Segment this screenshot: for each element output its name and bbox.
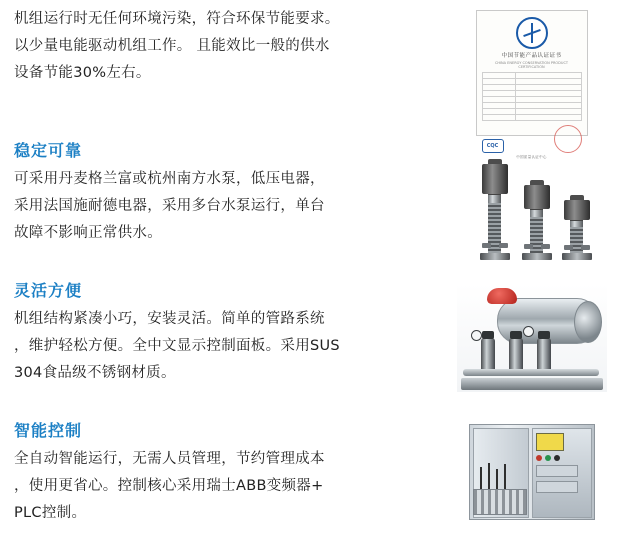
feature-heading-flexible: 灵活方便 xyxy=(14,281,83,300)
certificate-issuer: 中国质量认证中心 xyxy=(516,155,547,159)
pump-base xyxy=(562,253,592,260)
feature-line: 机组运行时无任何环境污染，符合环保节能要求。 xyxy=(14,11,340,27)
pressure-gauge-icon xyxy=(471,330,482,341)
control-cabinet-image xyxy=(469,424,595,520)
certificate-image-column xyxy=(454,6,609,159)
wire xyxy=(496,469,498,489)
cqc-badge: CQC xyxy=(482,139,504,153)
certificate-detail-table xyxy=(482,72,582,121)
feature-paragraph-group xyxy=(14,6,454,87)
pump-image-column xyxy=(454,140,609,266)
pump-base xyxy=(480,253,510,260)
unit-pump-2 xyxy=(509,338,523,372)
pump-motor xyxy=(524,185,550,209)
pump-inlet-port xyxy=(564,245,573,250)
feature-line: 设备节能30%左右。 xyxy=(14,65,151,81)
feature-paragraph-group xyxy=(14,166,454,247)
certificate-subtitle: CHINA ENERGY CONSERVATION PRODUCT CERTIFICATION xyxy=(494,61,569,69)
pump-inlet-port xyxy=(482,243,491,248)
tank-end-cap xyxy=(574,301,602,343)
terminal-block xyxy=(473,489,527,515)
vertical-pump-large xyxy=(480,159,510,260)
hmi-screen-icon xyxy=(536,433,564,451)
cabinet-image-column xyxy=(454,420,609,520)
pump-coupling xyxy=(570,220,583,227)
unit-frame-base xyxy=(461,378,603,390)
feature-line: 304食品级不锈钢材质。 xyxy=(14,365,176,381)
pump-coupling xyxy=(488,194,501,203)
feature-heading-reliable: 稳定可靠 xyxy=(14,141,83,160)
vfd-module-icon xyxy=(536,465,578,477)
unit-pump-1 xyxy=(481,338,495,372)
feature-section-flexible xyxy=(0,280,617,420)
stop-button-icon xyxy=(536,455,542,461)
feature-line: 采用法国施耐德电器，采用多台水泵运行，单台 xyxy=(14,198,325,214)
pressure-gauge-icon xyxy=(523,326,534,337)
feature-line: ，维护轻松方便。全中文显示控制面板。采用SUS xyxy=(14,338,340,354)
energy-saving-certificate-image xyxy=(476,10,588,159)
pump-outlet-port xyxy=(541,244,550,249)
vertical-pump-small xyxy=(562,195,592,260)
wire xyxy=(504,464,506,489)
pump-motor xyxy=(564,200,590,220)
feature-text-intelligent xyxy=(14,420,454,527)
wire xyxy=(480,467,482,489)
unit-image-column xyxy=(454,280,609,392)
feature-line: 以少量电能驱动机组工作。 且能效比一般的供水 xyxy=(14,38,330,54)
feature-line: 可采用丹麦格兰富或杭州南方水泵，低压电器， xyxy=(14,171,325,187)
red-valve-cap-icon xyxy=(487,288,517,304)
pump-coupling xyxy=(530,209,543,217)
pump-outlet-port xyxy=(499,243,508,248)
feature-heading-intelligent: 智能控制 xyxy=(14,421,83,440)
certificate-title: 中国节能产品认证证书 xyxy=(501,53,562,59)
feature-line: PLC控制。 xyxy=(14,505,87,521)
pump-base xyxy=(522,253,552,260)
feature-line: 全自动智能运行，无需人员管理，节约管理成本 xyxy=(14,451,325,467)
selector-knob-icon xyxy=(554,455,560,461)
start-button-icon xyxy=(545,455,551,461)
pump-outlet-port xyxy=(581,245,590,250)
feature-text-environmental xyxy=(14,6,454,87)
pump-motor xyxy=(482,164,508,194)
wire xyxy=(488,463,490,489)
feature-line: 机组结构紧凑小巧，安装灵活。简单的管路系统 xyxy=(14,311,325,327)
water-supply-unit-image xyxy=(457,284,607,392)
feature-line: 故障不影响正常供水。 xyxy=(14,225,162,241)
feature-text-reliable xyxy=(14,140,454,247)
pump-inlet-port xyxy=(524,244,533,249)
vertical-pump-medium xyxy=(522,180,552,260)
feature-section-reliable xyxy=(0,140,617,280)
unit-pump-3 xyxy=(537,338,551,372)
feature-paragraph-group xyxy=(14,306,454,387)
feature-section-intelligent xyxy=(0,420,617,550)
feature-line: ，使用更省心。控制核心采用瑞士ABB变频器+ xyxy=(14,478,324,494)
feature-text-flexible xyxy=(14,280,454,387)
vertical-pumps-image xyxy=(462,144,602,266)
certification-seal-icon xyxy=(516,17,548,49)
cabinet-inner-panel xyxy=(532,428,592,518)
feature-paragraph-group xyxy=(14,446,454,527)
plc-module-icon xyxy=(536,481,578,493)
manifold-pipe xyxy=(463,369,599,376)
control-button-row xyxy=(536,455,588,461)
